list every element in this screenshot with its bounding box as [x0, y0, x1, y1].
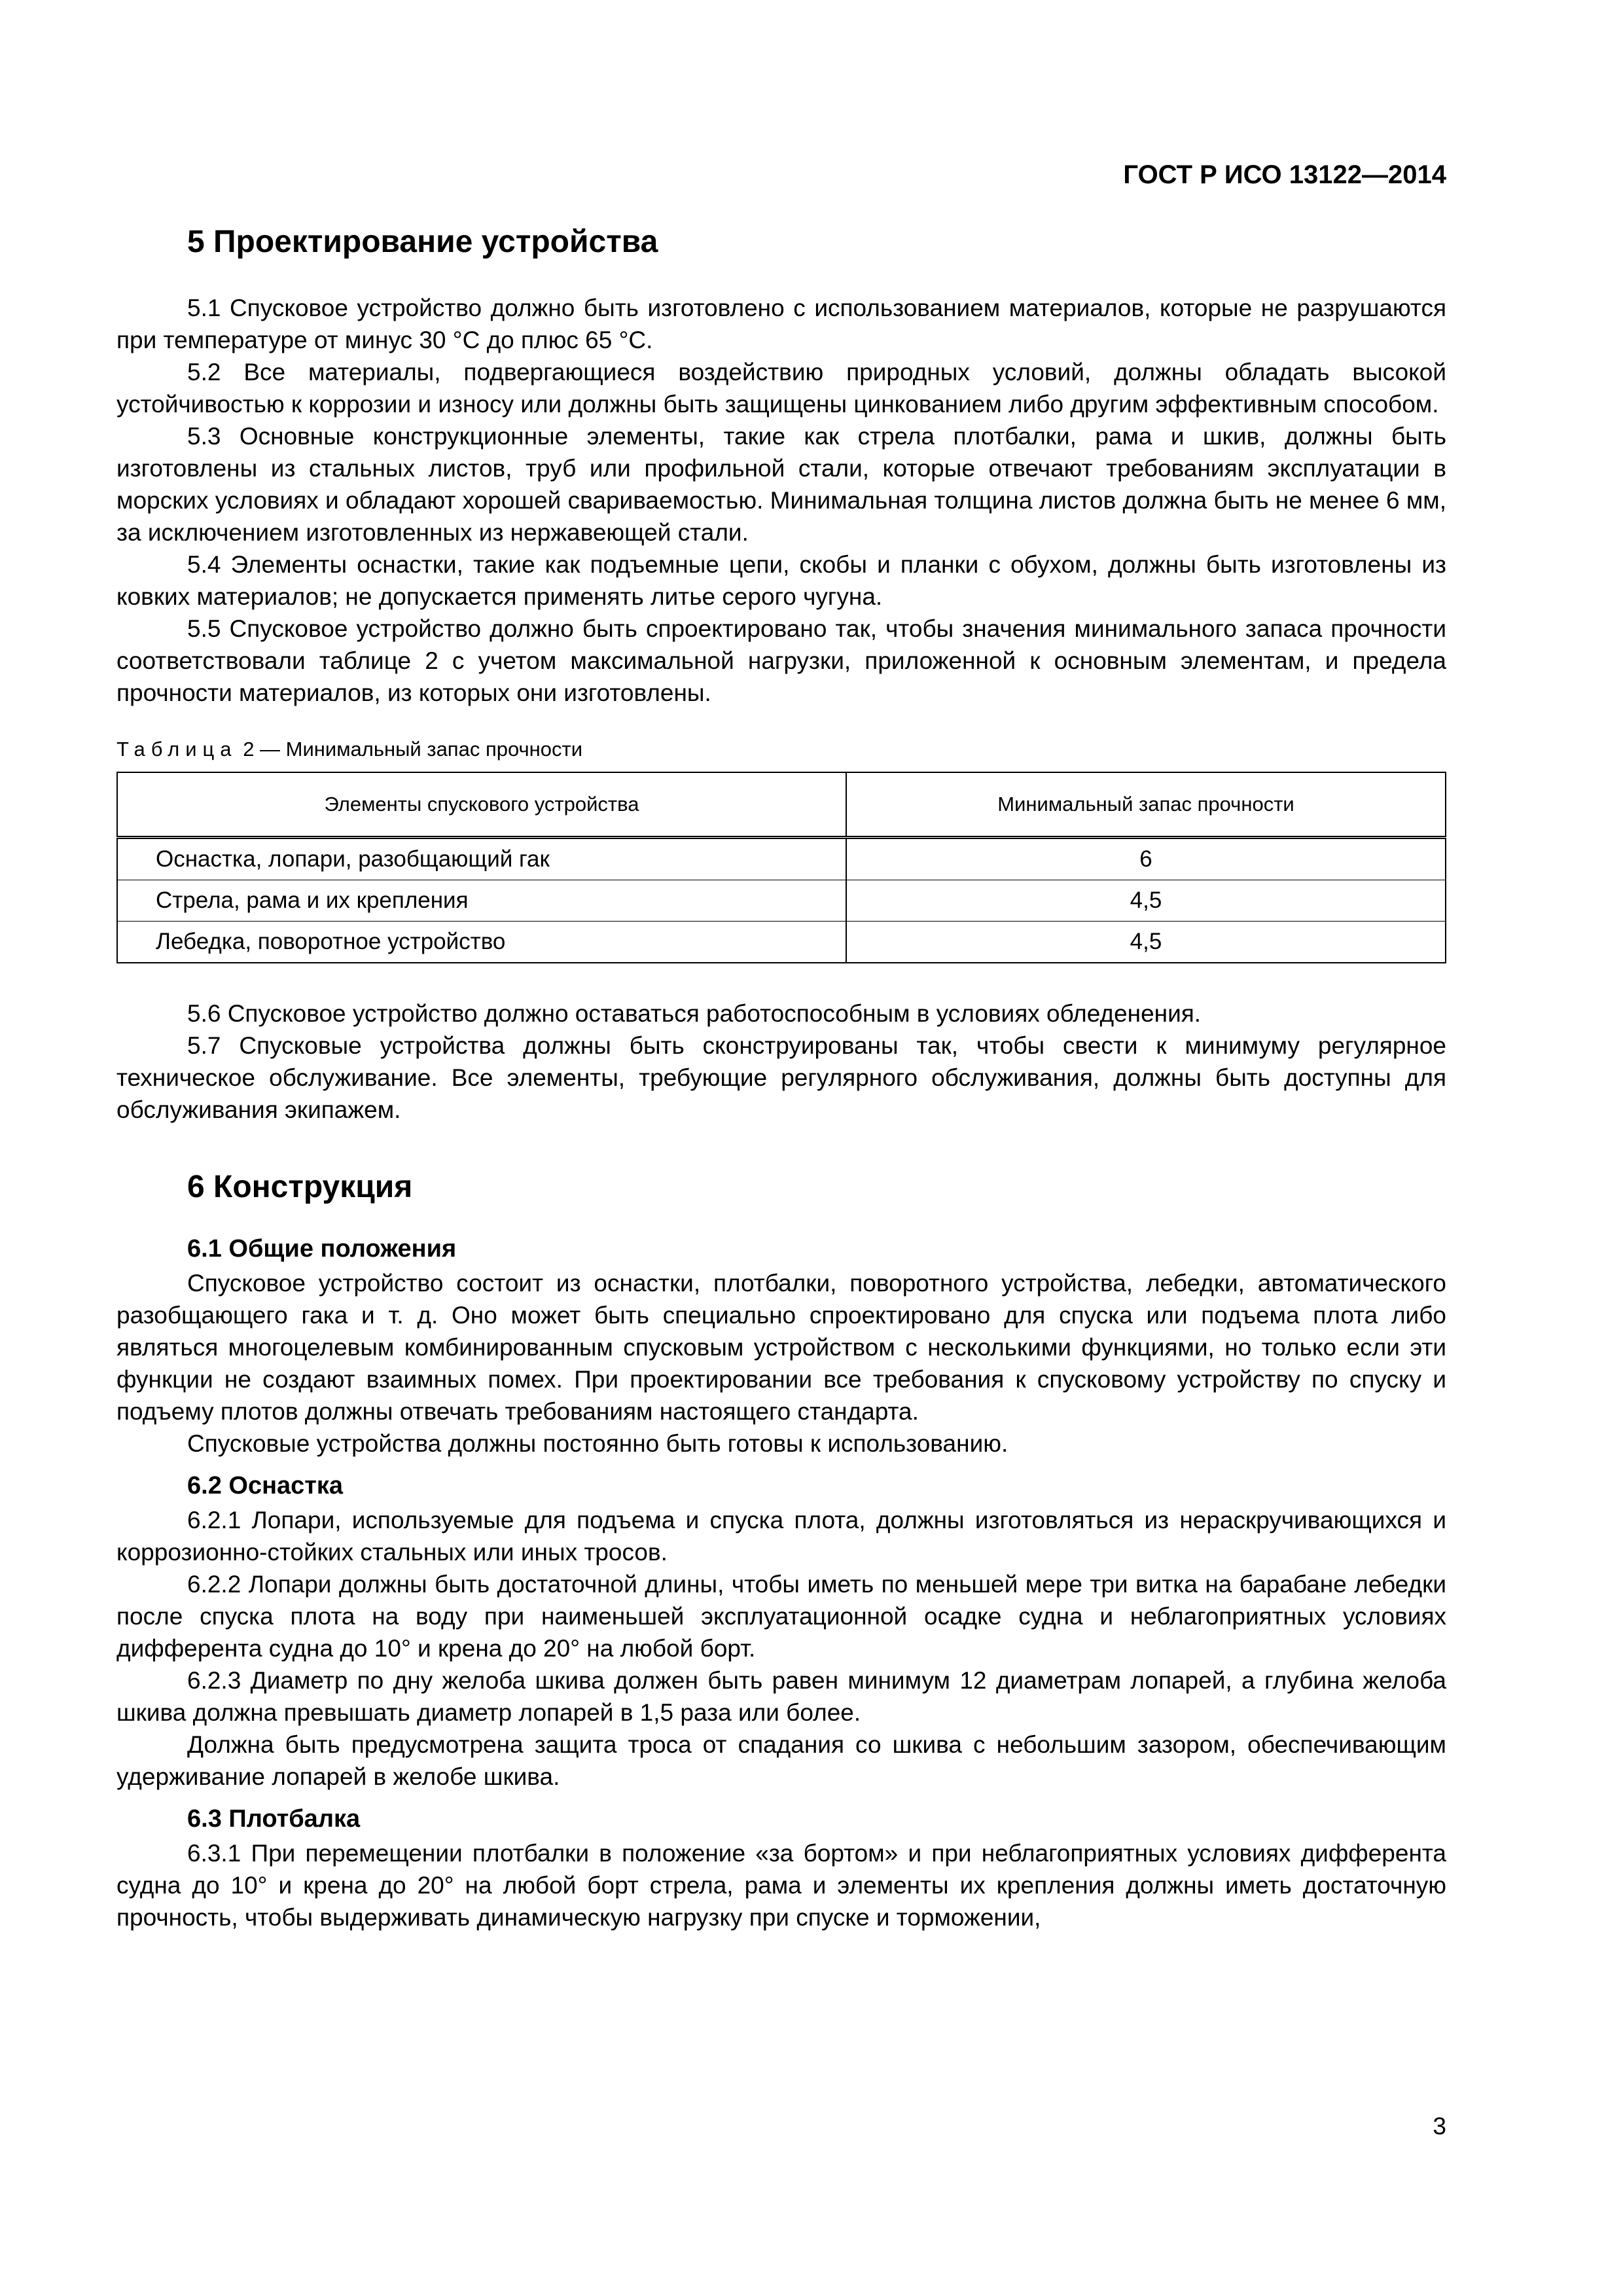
paragraph-5-2: 5.2 Все материалы, подвергающиеся воздействию природных условий, должны обладать высокой устойчивостью к коррозии и износу или должны быть защищены цинкованием либо другим эффективным способом.	[116, 359, 1446, 418]
paragraph-5-3: 5.3 Основные конструкционные элементы, такие как стрела плотбалки, рама и шкив, должны быть изготовлены из стальных листов, труб или профильной стали, которые отвечают требованиям эксплуатации в морских условиях и обладают хорошей свариваемостью. Минимальная толщина листов должна быть не менее 6 мм, за исключением изготовленных из нержавеющей стали.	[116, 423, 1446, 546]
page-content	[116, 216, 1446, 1933]
table-cell-element: Оснастка, лопари, разобщающий гак	[117, 838, 846, 880]
table-caption	[116, 736, 1446, 762]
section-5-heading: 5 Проектирование устройства	[187, 224, 658, 259]
paragraph-5-5: 5.5 Спусковое устройство должно быть спроектировано так, чтобы значения минимального запаса прочности соответствовали таблице 2 с учетом максимальной нагрузки, приложенной к основным элементам, и предела прочности материалов, из которых они изготовлены.	[116, 615, 1446, 706]
table-cell-element: Лебедка, поворотное устройство	[117, 922, 846, 963]
paragraph-6-3-1: 6.3.1 При перемещении плотбалки в положение «за бортом» и при неблагоприятных условиях дифферента судна до 10° и крена до 20° на любой борт стрела, рама и элементы их крепления должны иметь достаточную прочность, чтобы выдерживать динамическую нагрузку при спуске и торможении,	[116, 1840, 1446, 1931]
table-cell-value: 6	[846, 838, 1446, 880]
table-row	[117, 838, 1446, 880]
section-5-body	[116, 292, 1446, 709]
table-caption-label: Таблица	[116, 738, 238, 761]
document-id-header: ГОСТ Р ИСО 13122—2014	[1123, 160, 1446, 189]
paragraph-5-7: 5.7 Спусковые устройства должны быть сконструированы так, чтобы свести к минимуму регулярное техническое обслуживание. Все элементы, требующие регулярного обслуживания, должны быть доступны для обслуживания экипажем.	[116, 1032, 1446, 1123]
paragraph-5-4: 5.4 Элементы оснастки, такие как подъемные цепи, скобы и планки с обухом, должны быть изготовлены из ковких материалов; не допускается применять литье серого чугуна.	[116, 551, 1446, 610]
subsection-6-2-heading: 6.2 Оснастка	[187, 1472, 344, 1499]
section-5-body-continued	[116, 997, 1446, 1126]
section-6-heading: 6 Конструкция	[187, 1170, 413, 1204]
table-row	[117, 922, 1446, 963]
table-caption-text: 2 — Минимальный запас прочности	[243, 738, 583, 761]
table-header-row	[117, 772, 1446, 838]
table-cell-element: Стрела, рама и их крепления	[117, 880, 846, 922]
paragraph-6-2-1: 6.2.1 Лопари, используемые для подъема и спуска плота, должны изготовляться из нераскручивающихся и коррозионно-стойких стальных или иных тросов.	[116, 1507, 1446, 1566]
table-row	[117, 880, 1446, 922]
page-number: 3	[1433, 2113, 1446, 2140]
paragraph-6-2-2: 6.2.2 Лопари должны быть достаточной длины, чтобы иметь по меньшей мере три витка на барабане лебедки после спуска плота на воду при наименьшей эксплуатационной осадке судна и неблагоприятных условиях дифферента судна до 10° и крена до 20° на любой борт.	[116, 1571, 1446, 1662]
subsection-6-1-heading: 6.1 Общие положения	[187, 1235, 457, 1263]
strength-table	[116, 772, 1446, 963]
table-header-margin: Минимальный запас прочности	[846, 772, 1446, 838]
paragraph-5-1: 5.1 Спусковое устройство должно быть изготовлено с использованием материалов, которые не разрушаются при температуре от минус 30 °С до плюс 65 °С.	[116, 295, 1446, 353]
table-cell-value: 4,5	[846, 880, 1446, 922]
paragraph-5-6: 5.6 Спусковое устройство должно оставаться работоспособным в условиях обледенения.	[187, 1000, 1202, 1027]
subsection-6-3-heading: 6.3 Плотбалка	[187, 1805, 361, 1833]
paragraph-6-2-3: 6.2.3 Диаметр по дну желоба шкива должен быть равен минимум 12 диаметрам лопарей, а глубина желоба шкива должна превышать диаметр лопарей в 1,5 раза или более.	[116, 1667, 1446, 1726]
table-cell-value: 4,5	[846, 922, 1446, 963]
paragraph-6-2-3-b: Должна быть предусмотрена защита троса от спадания со шкива с небольшим зазором, обеспечивающим удерживание лопарей в желобе шкива.	[116, 1731, 1446, 1790]
paragraph-6-1-a: Спусковое устройство состоит из оснастки, плотбалки, поворотного устройства, лебедки, автоматического разобщающего гака и т. д. Оно может быть специально спроектировано для спуска или подъема плота либо являться многоцелевым комбинированным спусковым устройством с несколькими функциями, но только если эти функции не создают взаимных помех. При проектировании все требования к спусковому устройству по спуску и подъему плотов должны отвечать требованиям настоящего стандарта.	[116, 1270, 1446, 1425]
table-header-elements: Элементы спускового устройства	[117, 772, 846, 838]
paragraph-6-1-b: Спусковые устройства должны постоянно быть готовы к использованию.	[187, 1430, 1008, 1457]
